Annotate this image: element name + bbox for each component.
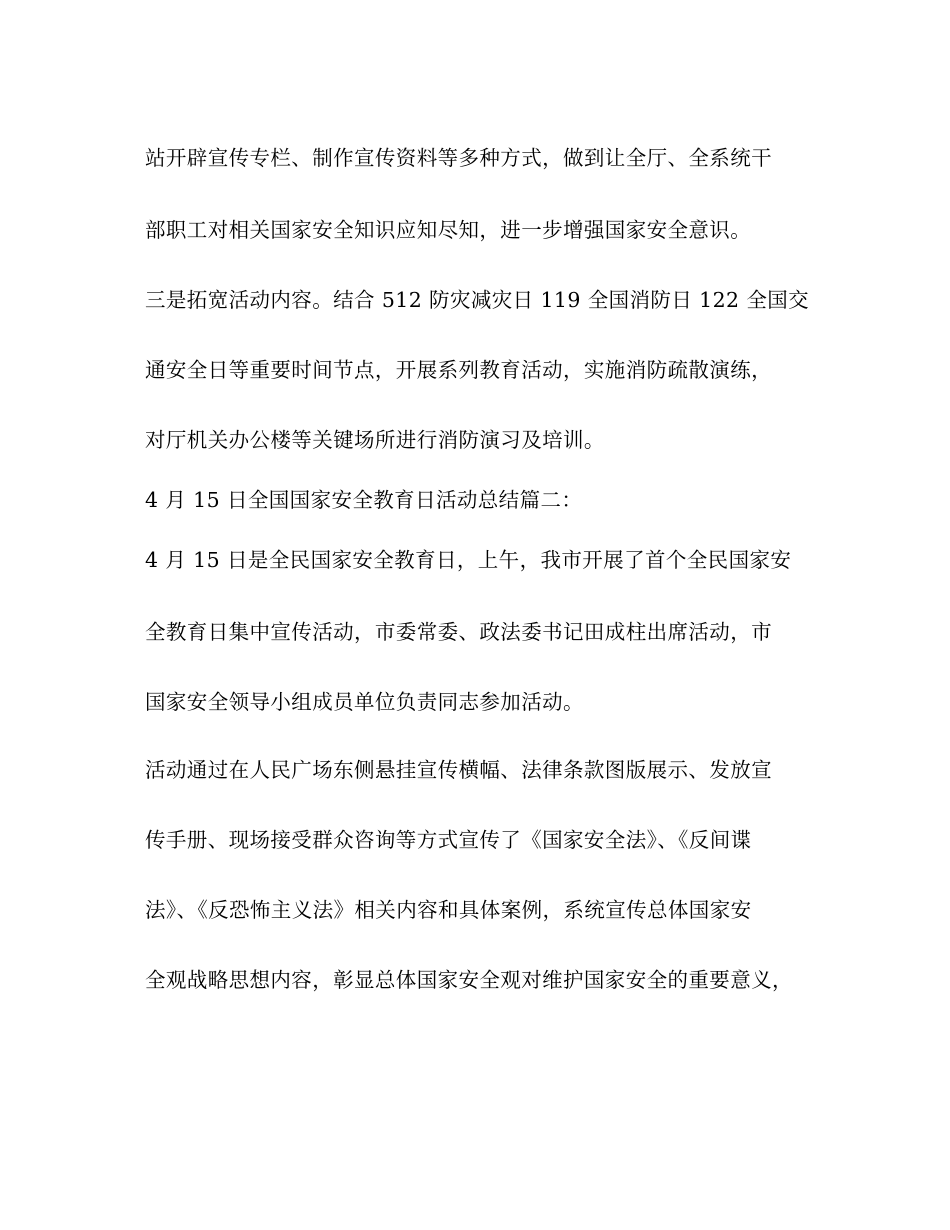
text-line: 对厅机关办公楼等关键场所进行消防演习及培训。 [145,428,605,452]
text-line: 全观战略思想内容，彰显总体国家安全观对维护国家安全的重要意义， [145,968,793,992]
text-line: 三是拓宽活动内容。结合 512 防灾减灾日 119 全国消防日 122 全国交 [145,288,810,312]
text-line: 国家安全领导小组成员单位负责同志参加活动。 [145,690,584,714]
text-line: 部职工对相关国家安全知识应知尽知，进一步增强国家安全意识。 [145,218,752,242]
text-line: 站开辟宣传专栏、制作宣传资料等多种方式，做到让全厅、全系统干 [145,146,772,170]
text-line: 全教育日集中宣传活动，市委常委、政法委书记田成柱出席活动，市 [145,620,772,644]
text-line: 4 月 15 日是全民国家安全教育日，上午，我市开展了首个全民国家安 [145,548,792,572]
text-line: 法》、《反恐怖主义法》相关内容和具体案例，系统宣传总体国家安 [145,898,752,922]
text-line: 通安全日等重要时间节点，开展系列教育活动，实施消防疏散演练， [145,358,772,382]
text-line: 传手册、现场接受群众咨询等方式宣传了《国家安全法》、《反间谍 [145,828,752,852]
text-line: 活动通过在人民广场东侧悬挂宣传横幅、法律条款图版展示、发放宣 [145,758,772,782]
section-heading: 4 月 15 日全国国家安全教育日活动总结篇二： [145,488,583,512]
